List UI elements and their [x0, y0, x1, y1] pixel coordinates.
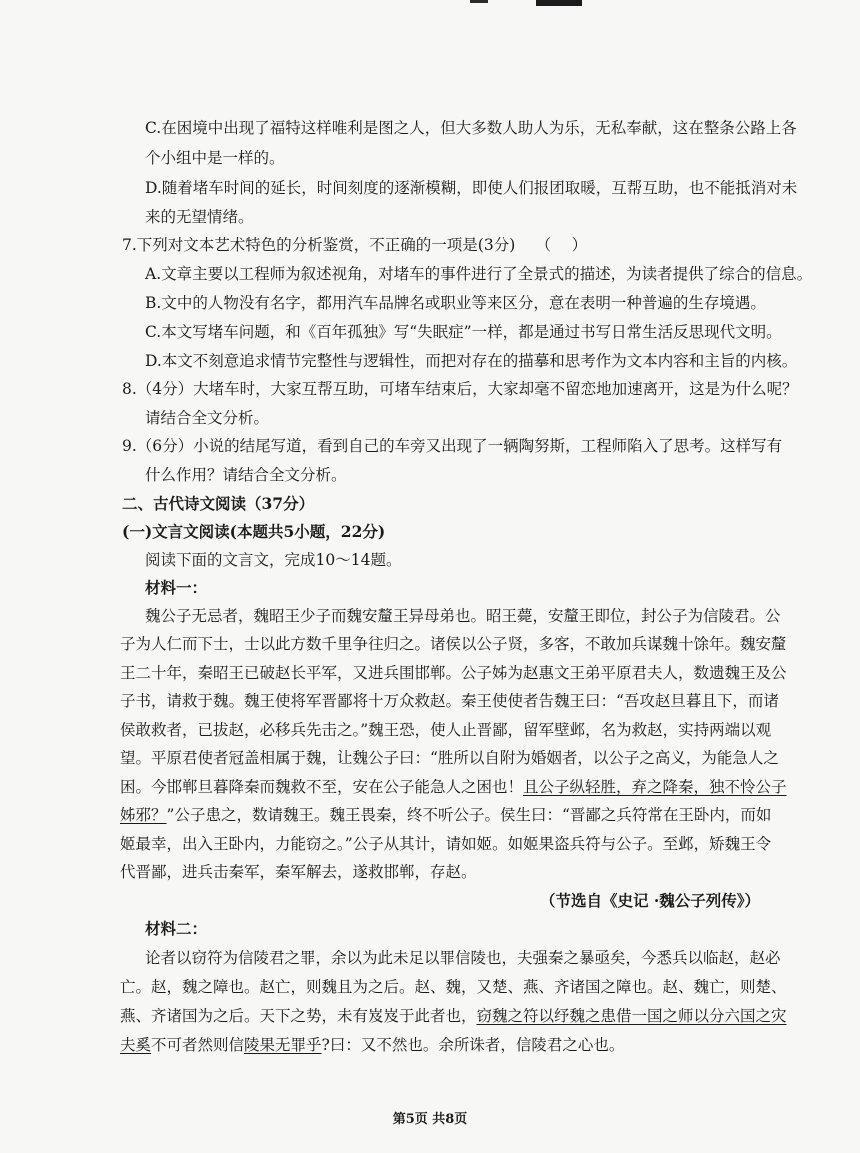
material1-line6: 望。平原君使者冠盖相属于魏，让魏公子曰：“胜所以自附为婚姻者，以公子之高义，为能急人之	[120, 749, 779, 767]
material1-line8-plain: ”公子患之，数请魏王。魏王畏秦，终不听公子。侯生曰：“晋鄙之兵符常在王卧内，而如	[166, 806, 772, 824]
material2-line4-mid: 不可者然则信	[151, 1036, 245, 1054]
material1-label: 材料一：	[145, 578, 208, 597]
underlined-sentence-part1: 且公子纵轻胜，弃之降秦，独不怜公子	[523, 778, 787, 796]
unpunctuated-passage-cont: 夫奚	[120, 1036, 152, 1054]
q6-option-d-line2: 来的无望情绪。	[145, 208, 254, 226]
material1-line10: 代晋鄙，进兵击秦军，秦军解去，遂救邯郸，存赵。	[120, 863, 477, 881]
section2-heading: 二、古代诗文阅读（37分）	[122, 494, 315, 513]
material1-line2: 子为人仁而下士，士以此方数千里争往归之。诸侯以公子贤，多客，不敢加兵谋魏十馀年。魏安釐	[120, 635, 787, 653]
unpunctuated-passage: 窃魏之符以纾魏之患借一国之师以分六国之灾	[476, 1007, 787, 1025]
material1-source: （节选自《史记 ·魏公子列传》）	[540, 891, 761, 910]
reading-instruction: 阅读下面的文言文，完成10～14题。	[145, 551, 402, 569]
unpunctuated-passage-end: 陵果无罪乎	[244, 1036, 322, 1054]
material1-line7	[120, 777, 787, 797]
material1-line1: 魏公子无忌者，魏昭王少子而魏安釐王异母弟也。昭王薨，安釐王即位，封公子为信陵君。公	[145, 607, 781, 625]
q8-line1: 8.（4分）大堵车时，大家互帮互助，可堵车结束后，大家却毫不留恋地加速离开，这是为什么呢？	[122, 380, 798, 398]
underlined-sentence-part2: 姊邪？	[120, 806, 167, 824]
q7-option-b: B.文中的人物没有名字，都用汽车品牌名或职业等来区分，意在表明一种普遍的生存境遇。	[145, 294, 766, 312]
material2-line3-plain: 燕、齐诸国为之后。天下之势，未有岌岌于此者也，	[120, 1007, 477, 1025]
material1-line9: 姬最幸，出入王卧内，力能窃之。”公子从其计，请如姬。如姬果盗兵符与公子。至邺，矫魏王令	[120, 835, 772, 853]
material1-line4: 子书，请救于魏。魏王使将军晋鄙将十万众救赵。秦王使使者告魏王曰：“吾攻赵旦暮且下，而诸	[120, 692, 779, 710]
material2-line1: 论者以窃符为信陵君之罪，余以为此未足以罪信陵也，夫强秦之暴亟矣，今悉兵以临赵，赵必	[145, 949, 781, 967]
material2-line3	[120, 1006, 787, 1026]
page-footer: 第5页 共8页	[392, 1112, 468, 1127]
q7-option-d: D.本文不刻意追求情节完整性与逻辑性，而把对存在的描摹和思考作为文本内容和主旨的内核。	[145, 352, 798, 370]
q9-line1: 9.（6分）小说的结尾写道，看到自己的车旁又出现了一辆陶努斯，工程师陷入了思考。这样写有	[122, 437, 783, 455]
q8-line2: 请结合全文分析。	[145, 409, 270, 427]
material2-label: 材料二：	[145, 919, 208, 938]
section2-subheading: (一)文言文阅读(本题共5小题，22分)	[122, 522, 386, 541]
material1-line5: 侯敢救者，已拔赵，必移兵先击之。”魏王恐，使人止晋鄙，留军壁邺，名为救赵，实持两端以观	[120, 721, 772, 739]
material1-line8	[120, 805, 771, 825]
q7-stem: 7.下列对文本艺术特色的分析鉴赏，不正确的一项是(3分) （ ）	[122, 236, 588, 254]
material2-line4	[120, 1035, 624, 1055]
q9-line2: 什么作用？请结合全文分析。	[145, 466, 347, 484]
q6-option-c-line2: 个小组中是一样的。	[145, 149, 285, 167]
q6-option-c-line1: C.在困境中出现了福特这样唯利是图之人，但大多数人助人为乐，无私奉献，这在整条公路上各	[145, 119, 797, 137]
material1-line7-plain: 困。今邯郸旦暮降秦而魏救不至，安在公子能急人之困也！	[120, 778, 524, 796]
q7-option-c: C.本文写堵车问题，和《百年孤独》写“失眠症”一样，都是通过书写日常生活反思现代文明。	[145, 323, 782, 341]
material2-line4-tail: ?曰：又不然也。余所诛者，信陵君之心也。	[321, 1036, 625, 1054]
material1-line3: 王二十年，秦昭王已破赵长平军，又进兵围邯郸。公子姊为赵惠文王弟平原君夫人，数遗魏王及公	[120, 664, 787, 682]
q6-option-d-line1: D.随着堵车时间的延长，时间刻度的逐渐模糊，即使人们报团取暖，互帮互助，也不能抵消对未	[145, 179, 798, 197]
q7-option-a: A.文章主要以工程师为叙述视角，对堵车的事件进行了全景式的描述，为读者提供了综合的信息。	[145, 265, 813, 283]
material2-line2: 亡。赵，魏之障也。赵亡，则魏且为之后。赵、魏，又楚、燕、齐诸国之障也。赵、魏亡，则楚、	[120, 978, 787, 996]
scan-artifact	[470, 0, 590, 10]
